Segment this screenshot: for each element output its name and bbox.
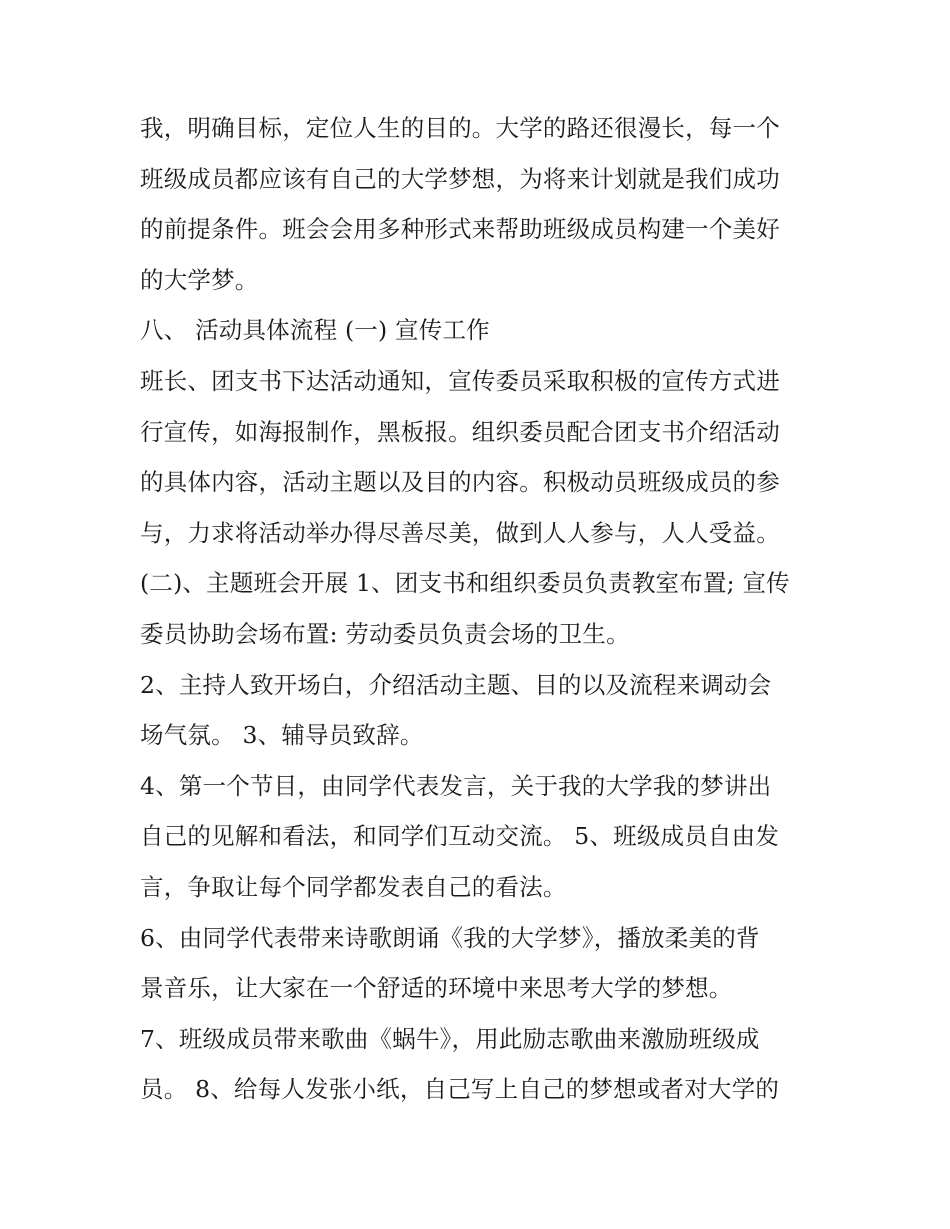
text-line: 2、主持人致开场白，介绍活动主题、目的以及流程来调动会 <box>140 670 772 699</box>
text-line: 委员协助会场布置: 劳动委员负责会场的卫生。 <box>140 619 630 648</box>
text-line: 的具体内容，活动主题以及目的内容。积极动员班级成员的参 <box>140 468 780 497</box>
text-line: 的前提条件。班会会用多种形式来帮助班级成员构建一个美好 <box>140 215 780 244</box>
text-line: 与，力求将活动举办得尽善尽美，做到人人参与，人人受益。 <box>140 518 780 547</box>
document-body-text <box>140 103 820 1115</box>
section-heading: 八、 活动具体流程 (一) 宣传工作 <box>140 316 490 345</box>
text-line: 班长、团支书下达活动通知，宣传委员采取积极的宣传方式进 <box>140 366 780 395</box>
text-line: 7、班级成员带来歌曲《蜗牛》，用此励志歌曲来激励班级成 <box>140 1024 760 1053</box>
text-line: 班级成员都应该有自己的大学梦想，为将来计划就是我们成功 <box>140 164 780 193</box>
text-line: 行宣传，如海报制作，黑板报。组织委员配合团支书介绍活动 <box>140 417 780 446</box>
text-line: 员。 8、给每人发张小纸，自己写上自己的梦想或者对大学的 <box>140 1075 780 1104</box>
text-line: 4、第一个节目，由同学代表发言，关于我的大学我的梦讲出 <box>140 771 772 800</box>
text-line: 言，争取让每个同学都发表自己的看法。 <box>140 872 567 901</box>
text-line: 我，明确目标，定位人生的目的。大学的路还很漫长，每一个 <box>140 114 780 142</box>
text-line: (二)、主题班会开展 1、团支书和组织委员负责教室布置; 宣传 <box>140 569 790 598</box>
text-line: 场气氛。 3、辅导员致辞。 <box>140 721 424 750</box>
text-line: 自己的见解和看法，和同学们互动交流。 5、班级成员自由发 <box>140 822 780 851</box>
text-line: 6、由同学代表带来诗歌朗诵《我的大学梦》，播放柔美的背 <box>140 923 760 952</box>
text-line: 景音乐，让大家在一个舒适的环境中来思考大学的梦想。 <box>140 974 733 1003</box>
text-line: 的大学梦。 <box>140 265 259 294</box>
